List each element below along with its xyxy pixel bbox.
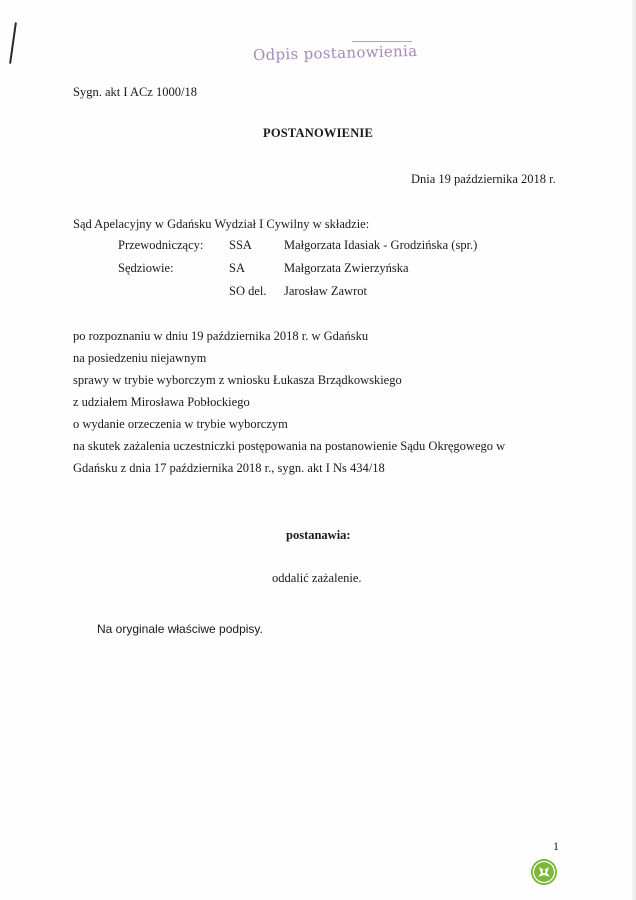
pen-mark: [9, 22, 17, 64]
verdict-text: oddalić zażalenie.: [272, 571, 362, 585]
green-emblem-icon: [530, 858, 558, 886]
body-line: po rozpoznaniu w dniu 19 października 2018 r. w Gdańsku: [73, 329, 369, 343]
panel-rank: SO del.: [229, 284, 267, 298]
body-line: z udziałem Mirosława Pobłockiego: [73, 395, 250, 409]
body-line: na skutek zażalenia uczestniczki postępowania na postanowienie Sądu Okręgowego w: [73, 439, 506, 453]
body-line: Gdańsku z dnia 17 października 2018 r., sygn. akt I Ns 434/18: [73, 461, 385, 475]
document-date: Dnia 19 października 2018 r.: [411, 172, 556, 186]
verdict-heading: postanawia:: [286, 528, 351, 542]
body-line: sprawy w trybie wyborczym z wniosku Łukasza Brządkowskiego: [73, 373, 402, 387]
copy-stamp: Odpis postanowienia: [252, 41, 418, 65]
panel-name: Jarosław Zawrot: [284, 284, 367, 298]
panel-rank: SSA: [229, 238, 252, 252]
body-line: na posiedzeniu niejawnym: [73, 351, 207, 365]
scan-edge: [632, 0, 636, 900]
panel-role: Przewodniczący:: [118, 238, 204, 252]
panel-rank: SA: [229, 261, 245, 275]
signatures-note: Na oryginale właściwe podpisy.: [97, 622, 263, 636]
body-line: o wydanie orzeczenia w trybie wyborczym: [73, 417, 288, 431]
panel-name: Małgorzata Idasiak - Grodzińska (spr.): [284, 238, 478, 252]
document-title: POSTANOWIENIE: [263, 126, 374, 140]
panel-role: Sędziowie:: [118, 261, 174, 275]
page-number: 1: [553, 839, 559, 853]
case-signature: Sygn. akt I ACz 1000/18: [73, 85, 197, 99]
court-composition: Sąd Apelacyjny w Gdańsku Wydział I Cywilny w składzie:: [73, 217, 370, 231]
panel-name: Małgorzata Zwierzyńska: [284, 261, 409, 275]
